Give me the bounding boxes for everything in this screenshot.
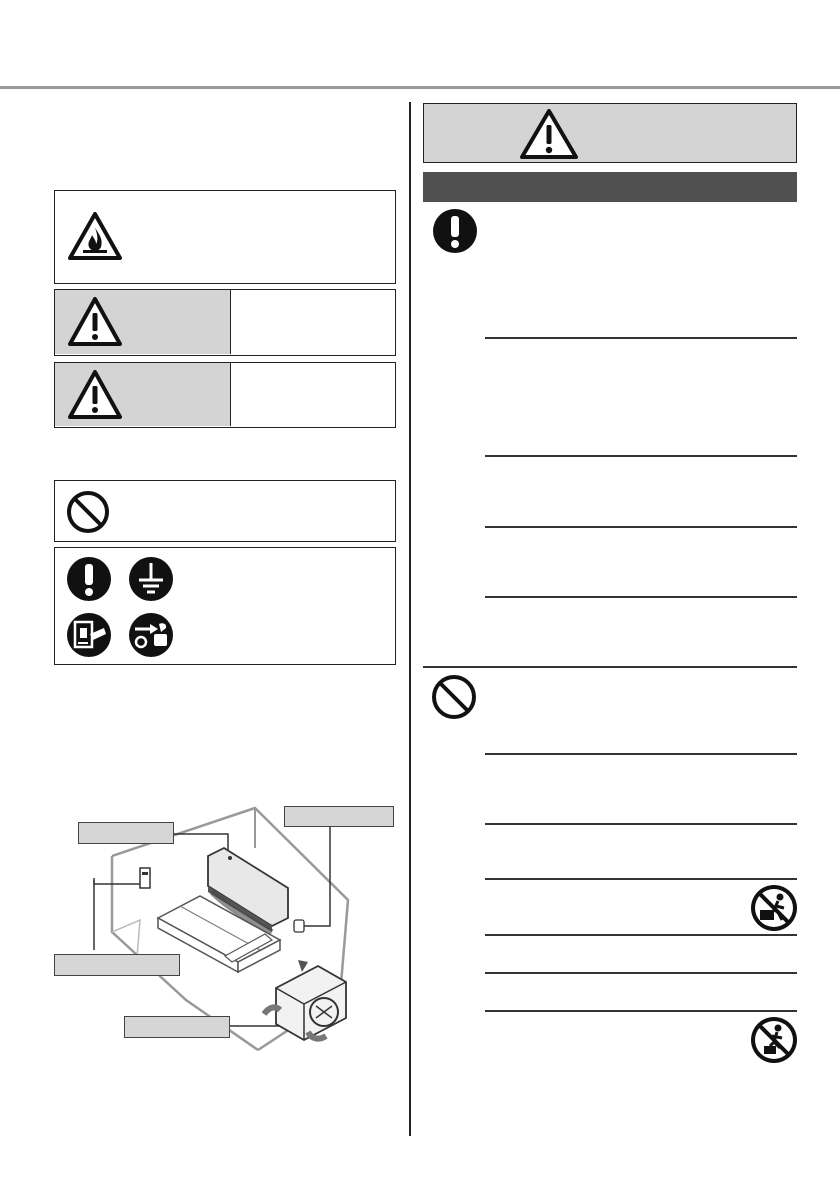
flammable-warning-box bbox=[54, 190, 396, 284]
item-separator bbox=[485, 526, 797, 528]
item-separator bbox=[485, 337, 797, 339]
outdoor-unit-label bbox=[124, 1016, 230, 1038]
warning-signal-cell bbox=[55, 290, 231, 354]
warning-signal-box bbox=[54, 289, 396, 356]
mandatory-action-icon bbox=[66, 556, 112, 602]
caution-signal-cell bbox=[55, 363, 231, 426]
item-separator bbox=[485, 878, 797, 880]
prohibited-symbol-box bbox=[54, 480, 396, 542]
item-separator bbox=[485, 972, 797, 974]
remote-holder-label bbox=[54, 954, 180, 976]
mandatory-action-icon bbox=[432, 208, 478, 254]
prohibited-icon bbox=[430, 673, 478, 721]
warning-triangle-icon bbox=[519, 108, 579, 160]
disconnect-power-icon bbox=[66, 612, 112, 658]
caution-triangle-icon bbox=[67, 369, 123, 421]
do-not-stand-icon bbox=[750, 1016, 798, 1064]
mandatory-symbols-box bbox=[54, 547, 396, 665]
remove-plug-icon bbox=[128, 612, 174, 658]
do-not-climb-icon bbox=[750, 884, 798, 932]
item-separator bbox=[485, 753, 797, 755]
item-separator bbox=[485, 823, 797, 825]
item-separator bbox=[485, 934, 797, 936]
warning-header-banner bbox=[423, 103, 797, 163]
caution-signal-box bbox=[54, 362, 396, 428]
section-heading-bar bbox=[423, 172, 797, 202]
item-separator bbox=[485, 596, 797, 598]
item-separator bbox=[485, 455, 797, 457]
earth-ground-icon bbox=[128, 556, 174, 602]
prohibited-icon bbox=[65, 489, 111, 535]
section-separator bbox=[423, 666, 797, 668]
warning-triangle-icon bbox=[67, 296, 123, 348]
remote-control-label bbox=[284, 806, 394, 827]
flammable-material-warning-icon bbox=[67, 211, 123, 261]
item-separator bbox=[485, 1010, 797, 1012]
top-rule bbox=[0, 86, 840, 89]
indoor-unit-label bbox=[78, 822, 174, 844]
